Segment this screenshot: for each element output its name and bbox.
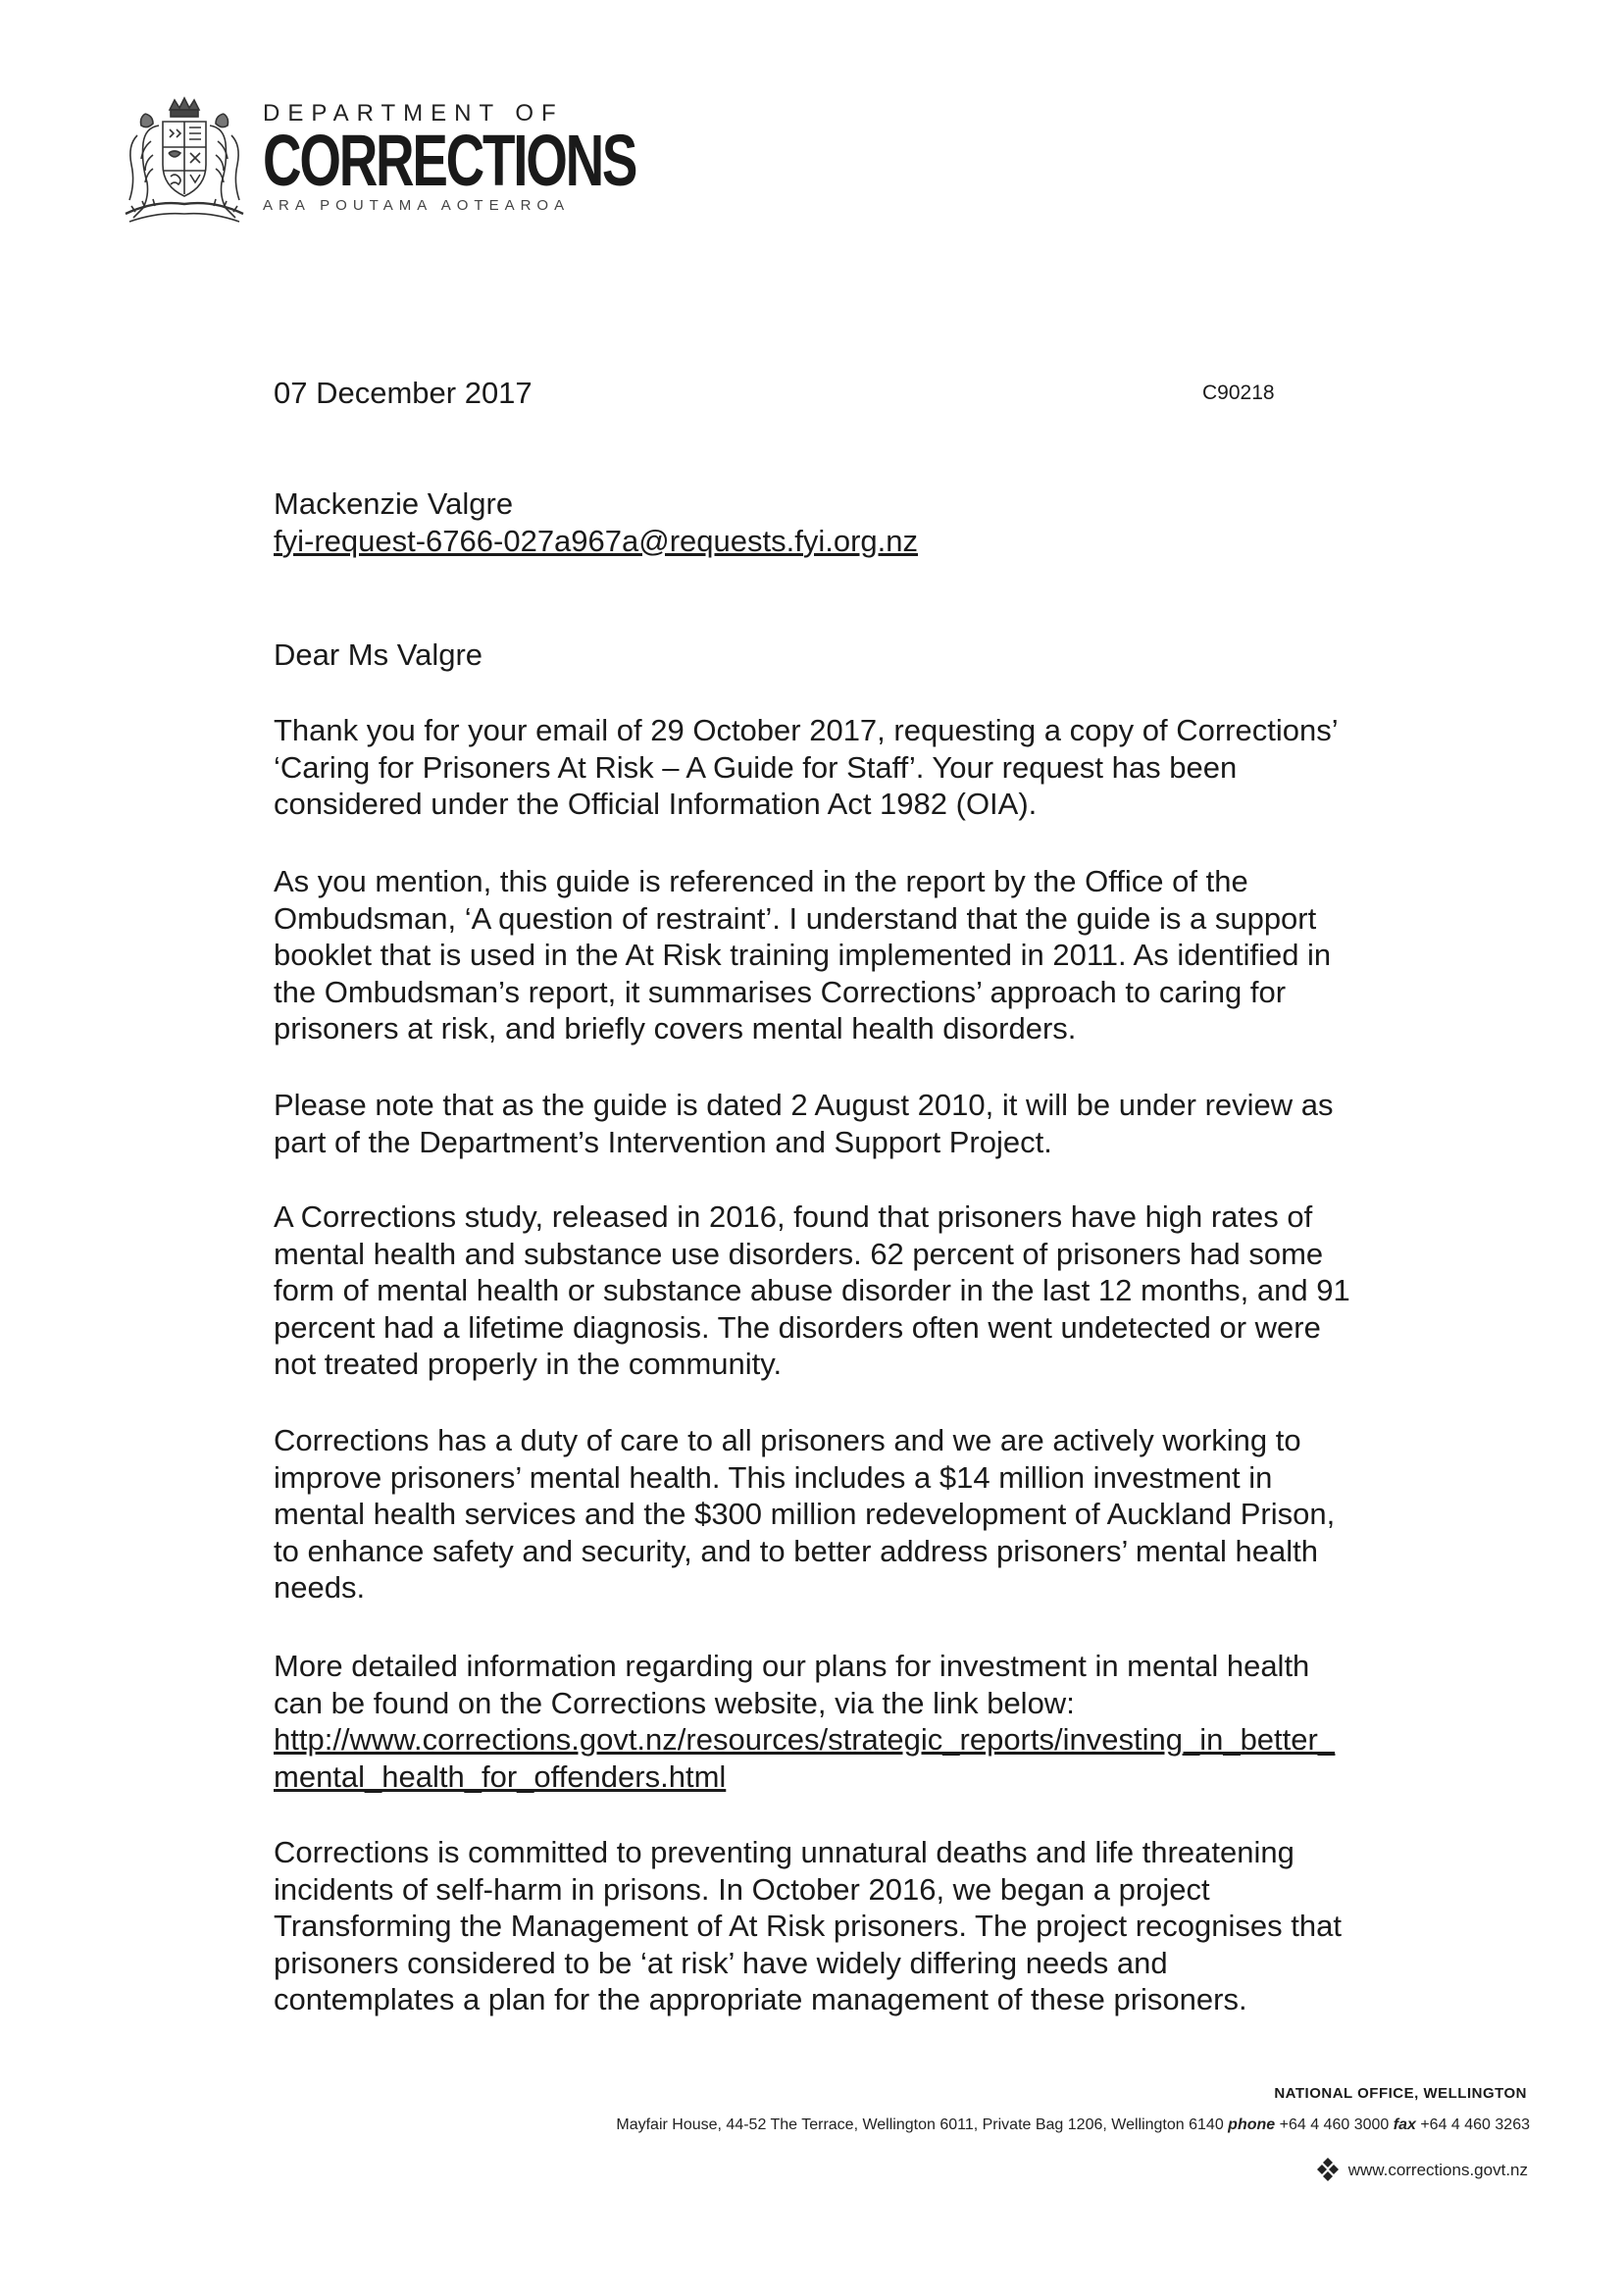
- paragraph-request: Thank you for your email of 29 October 2017, requesting a copy of Corrections’ ‘Caring for Prisoners At Risk – A Guide for Staff’. Your request has been considered under the Official Information Act 1982 (OIA).: [274, 713, 1339, 821]
- paragraph-guide-reference: As you mention, this guide is referenced in the report by the Office of the Ombudsman, ‘A question of restraint’. I understand that the guide is a support booklet that is used in the At Risk training implemented in 2011. As identified in the Ombudsman’s report, it summarises Corrections’ approach to caring for prisoners at risk, and briefly covers mental health disorders.: [274, 864, 1332, 1045]
- footer-fax: +64 4 460 3263: [1420, 2116, 1530, 2133]
- footer-phone: +64 4 460 3000: [1279, 2116, 1390, 2133]
- paragraph-review-note: Please note that as the guide is dated 2 August 2010, it will be under review as part of the Department’s Intervention and Support Project.: [274, 1088, 1334, 1159]
- footer-office: NATIONAL OFFICE, WELLINGTON: [1274, 2085, 1527, 2102]
- brand-corrections-text: CORRECTIONS: [263, 120, 636, 201]
- paragraph-more-info-text: More detailed information regarding our plans for investment in mental health can be found on the Corrections website, via the link below:: [274, 1649, 1310, 1720]
- corrections-mark-icon: [1317, 2158, 1339, 2183]
- letter-date: 07 December 2017: [274, 376, 533, 410]
- footer-phone-label: phone: [1228, 2116, 1276, 2133]
- footer-address: [616, 2116, 1530, 2134]
- brand-maori-name: ARA POUTAMA AOTEAROA: [263, 197, 571, 214]
- salutation: Dear Ms Valgre: [274, 637, 483, 672]
- strategic-report-link[interactable]: http://www.corrections.govt.nz/resources/strategic_reports/investing_in_better_ mental_health_for_offenders.html: [274, 1722, 1336, 1794]
- brand-block: [263, 100, 636, 216]
- footer-fax-label: fax: [1393, 2116, 1416, 2133]
- coat-of-arms-icon: [116, 96, 253, 229]
- brand-department-text: DEPARTMENT OF: [263, 100, 564, 127]
- paragraph-duty-of-care: Corrections has a duty of care to all prisoners and we are actively working to improve prisoners’ mental health. This includes a $14 million investment in mental health services and the $300 million redevelopment of Auckland Prison, to enhance safety and security, and to better address prisoners’ mental health needs.: [274, 1423, 1336, 1605]
- paragraph-more-info: [274, 1648, 1335, 1795]
- footer-website-link[interactable]: www.corrections.govt.nz: [1347, 2161, 1528, 2179]
- footer-website: [1317, 2158, 1528, 2183]
- paragraph-study: A Corrections study, released in 2016, found that prisoners have high rates of mental health and substance use disorders. 62 percent of prisoners had some form of mental health or substance abuse disorder in the last 12 months, and 91 percent had a lifetime diagnosis. The disorders often went undetected or were not treated properly in the community.: [274, 1199, 1350, 1381]
- paragraph-commitment: Corrections is committed to preventing unnatural deaths and life threatening incidents of self-harm in prisons. In October 2016, we began a project Transforming the Management of At Risk prisoners. The project recognises that prisoners considered to be ‘at risk’ have widely differing needs and contemplates a plan for the appropriate management of these prisoners.: [274, 1835, 1342, 2016]
- recipient-block: [274, 485, 918, 559]
- letterhead-logo: [116, 96, 636, 233]
- footer-street-address: Mayfair House, 44-52 The Terrace, Wellington 6011, Private Bag 1206, Wellington 6140: [616, 2116, 1224, 2133]
- letter-reference: C90218: [1202, 382, 1275, 404]
- recipient-email-link[interactable]: fyi-request-6766-027a967a@requests.fyi.org.nz: [274, 523, 919, 558]
- recipient-name: Mackenzie Valgre: [274, 486, 514, 521]
